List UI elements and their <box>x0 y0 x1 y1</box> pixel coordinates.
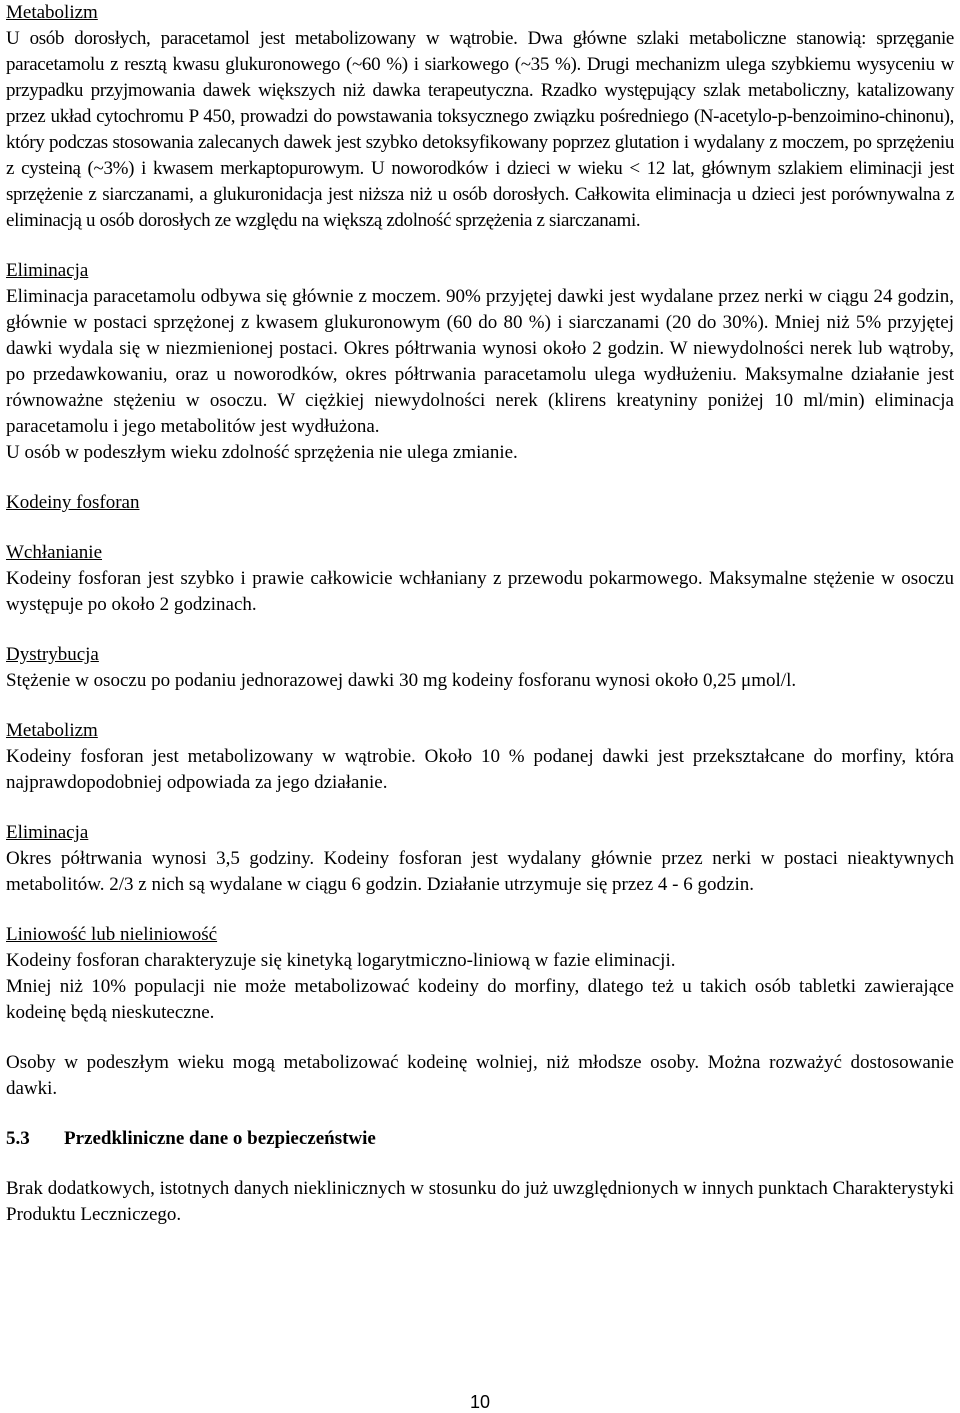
section-heading: Wchłanianie <box>6 542 103 563</box>
section-paragraph: Kodeiny fosforan jest szybko i prawie całkowicie wchłaniany z przewodu pokarmowego. Maksymalne stężenie w osoczu występuje po około 2 godzinach. <box>6 568 954 615</box>
section-paragraph: Osoby w podeszłym wieku mogą metabolizować kodeinę wolniej, niż młodsze osoby. Można rozważyć dostosowanie dawki. <box>6 1052 954 1099</box>
section-liniowosc <box>6 922 954 1026</box>
section-paragraph: Stężenie w osoczu po podaniu jednorazowej dawki 30 mg kodeiny fosforanu wynosi około 0,25 μmol/l. <box>6 670 797 691</box>
section-heading: Eliminacja <box>6 822 89 843</box>
section-eliminacja-paracetamol <box>6 258 954 466</box>
subsection-title <box>6 1126 954 1152</box>
section-paragraph: U osób dorosłych, paracetamol jest metabolizowany w wątrobie. Dwa główne szlaki metaboliczne stanowią: sprzęganie paracetamolu z resztą kwasu glukuronowego (~60 %) i siarkowego (~35 %). Drugi mechanizm ulega szybkiemu wysyceniu w przypadku przyjmowania dawek większych niż dawka terapeutyczna. Rzadko występujący szlak metaboliczny, katalizowany przez układ cytochromu P 450, prowadzi do powstawania toksycznego związku pośredniego (N-acetylo-p-benzoimino-chinonu), który podczas stosowania zalecanych dawek jest szybko detoksyfikowany poprzez glutation i wydalany z moczem, po sprzężeniu z cysteiną (~3%) i kwasem merkaptopurowym. U noworodków i dzieci w wieku < 12 lat, głównym szlakiem eliminacji jest sprzężenie z siarczanami, a glukuronidacja jest niższa niż u osób dorosłych. Całkowita eliminacja u dzieci jest porównywalna z eliminacją u osób dorosłych ze względu na większą zdolność sprzężenia z siarczanami. <box>6 28 954 231</box>
section-kodeiny-fosforan <box>6 490 954 516</box>
section-paragraph: Brak dodatkowych, istotnych danych nieklinicznych w stosunku do już uwzględnionych w innych punktach Charakterystyki Produktu Leczniczego. <box>6 1178 954 1225</box>
page-number: 10 <box>469 1392 491 1412</box>
section-paragraph: Kodeiny fosforan charakteryzuje się kinetyką logarytmiczno-liniową w fazie eliminacji. <box>6 950 676 971</box>
section-heading: Dystrybucja <box>6 644 99 665</box>
section-elderly-note <box>6 1050 954 1102</box>
section-paragraph: U osób w podeszłym wieku zdolność sprzężenia nie ulega zmianie. <box>6 442 518 463</box>
section-eliminacja-kodeina <box>6 820 954 898</box>
section-heading: Eliminacja <box>6 260 89 281</box>
subsection-5-3 <box>6 1126 954 1228</box>
document-page <box>6 0 954 1228</box>
section-paragraph: Mniej niż 10% populacji nie może metabolizować kodeiny do morfiny, dlatego też u takich osób tabletki zawierające kodeinę będą nieskuteczne. <box>6 976 954 1023</box>
section-heading: Metabolizm <box>6 2 98 23</box>
section-dystrybucja <box>6 642 954 694</box>
section-paragraph: Okres półtrwania wynosi 3,5 godziny. Kodeiny fosforan jest wydalany głównie przez nerki w postaci nieaktywnych metabolitów. 2/3 z nich są wydalane w ciągu 6 godzin. Działanie utrzymuje się przez 4 - 6 godzin. <box>6 848 954 895</box>
section-heading: Metabolizm <box>6 720 98 741</box>
section-metabolizm-paracetamol <box>6 0 954 234</box>
section-paragraph: Kodeiny fosforan jest metabolizowany w wątrobie. Około 10 % podanej dawki jest przekształcane do morfiny, która najprawdopodobniej odpowiada za jego działanie. <box>6 746 954 793</box>
section-heading: Kodeiny fosforan <box>6 492 140 513</box>
section-heading: Liniowość lub nieliniowość <box>6 924 218 945</box>
subsection-title-text: Przedkliniczne dane o bezpieczeństwie <box>64 1128 376 1149</box>
subsection-number: 5.3 <box>6 1128 30 1149</box>
section-metabolizm-kodeina <box>6 718 954 796</box>
section-wchlanianie <box>6 540 954 618</box>
section-paragraph: Eliminacja paracetamolu odbywa się głównie z moczem. 90% przyjętej dawki jest wydalane przez nerki w ciągu 24 godzin, głównie w postaci sprzężonej z kwasem glukuronowym (60 do 80 %) i siarczanami (20 do 30%). Mniej niż 5% przyjętej dawki wydala się w niezmienionej postaci. Okres półtrwania wynosi około 2 godzin. W niewydolności nerek lub wątroby, po przedawkowaniu, oraz u noworodków, okres półtrwania paracetamolu ulega wydłużeniu. Maksymalne działanie jest równoważne stężeniu w osoczu. W ciężkiej niewydolności nerek (klirens kreatyniny poniżej 10 ml/min) eliminacja paracetamolu i jego metabolitów jest wydłużona. <box>6 286 954 437</box>
